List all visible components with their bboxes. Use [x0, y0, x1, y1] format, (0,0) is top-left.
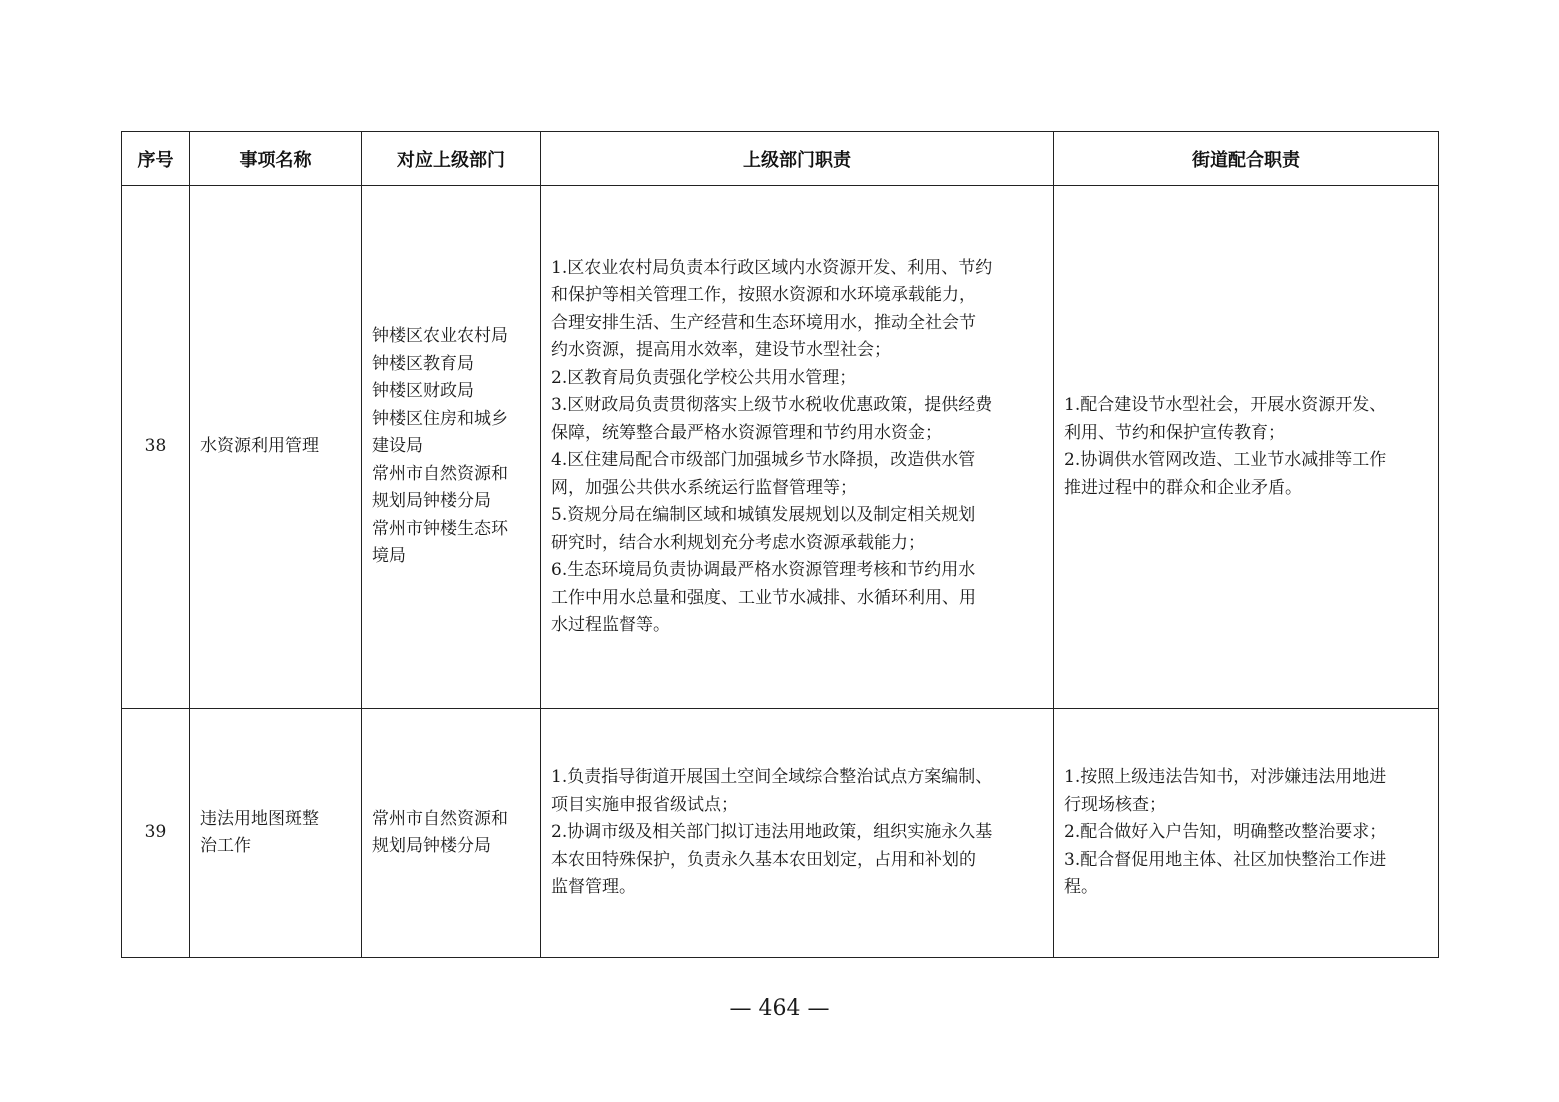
- text-line: 网，加强公共供水系统运行监督管理等；: [551, 477, 857, 498]
- text-line: 工作中用水总量和强度、工业节水减排、水循环利用、用: [551, 587, 976, 608]
- text-line: 3.区财政局负责贯彻落实上级节水税收优惠政策，提供经费: [551, 395, 993, 415]
- text-line: 5.资规分局在编制区域和城镇发展规划以及制定相关规划: [551, 505, 976, 525]
- text-line: 1.配合建设节水型社会，开展水资源开发、: [1064, 395, 1387, 415]
- row-seq: 39: [122, 709, 190, 958]
- text-line: 建设局: [372, 436, 423, 457]
- row-street-cooperation: [1054, 186, 1439, 709]
- text-line: 3.配合督促用地主体、社区加快整治工作进: [1064, 849, 1387, 870]
- row-superior-dept: [362, 186, 541, 709]
- row-superior-dept: [362, 709, 541, 958]
- text-line: 程。: [1064, 877, 1098, 898]
- text-line: 1.按照上级违法告知书，对涉嫌违法用地进: [1064, 767, 1387, 788]
- text-line: 钟楼区住房和城乡: [372, 408, 508, 429]
- row-item-name: [190, 709, 362, 958]
- text-line: 钟楼区教育局: [372, 353, 474, 374]
- text-line: 规划局钟楼分局: [372, 491, 491, 512]
- row-item-name: [190, 186, 362, 709]
- text-line: 4.区住建局配合市级部门加强城乡节水降损，改造供水管: [551, 450, 976, 470]
- text-line: 水过程监督等。: [551, 615, 670, 635]
- row-street-cooperation: [1054, 709, 1439, 958]
- text-line: 常州市自然资源和: [372, 463, 508, 484]
- text-line: 规划局钟楼分局: [372, 836, 491, 856]
- text-line: 2.区教育局负责强化学校公共用水管理；: [551, 367, 857, 388]
- row-superior-responsibility: [541, 709, 1054, 958]
- row-superior-responsibility: [541, 186, 1054, 709]
- text-line: 约水资源，提高用水效率，建设节水型社会；: [551, 340, 891, 360]
- page-number: — 464 —: [729, 996, 830, 1021]
- text-line: 2.协调市级及相关部门拟订违法用地政策，组织实施永久基: [551, 822, 993, 843]
- header-seq: 序号: [122, 132, 190, 186]
- header-street-cooperation: 街道配合职责: [1054, 132, 1439, 186]
- text-line: 违法用地图斑整: [200, 808, 319, 829]
- text-line: 境局: [372, 546, 406, 567]
- text-line: 常州市钟楼生态环: [372, 518, 508, 539]
- text-line: 推进过程中的群众和企业矛盾。: [1064, 477, 1302, 498]
- text-line: 常州市自然资源和: [372, 808, 508, 829]
- header-item-name: 事项名称: [190, 132, 362, 186]
- text-line: 本农田特殊保护，负责永久基本农田划定，占用和补划的: [551, 849, 976, 870]
- text-line: 治工作: [200, 836, 251, 856]
- text-line: 钟楼区农业农村局: [372, 326, 508, 347]
- text-line: 钟楼区财政局: [372, 381, 474, 402]
- text-line: 1.负责指导街道开展国土空间全域综合整治试点方案编制、: [551, 767, 993, 788]
- header-row: [122, 132, 1439, 186]
- text-line: 和保护等相关管理工作，按照水资源和水环境承载能力，: [551, 285, 976, 305]
- table-row: [122, 186, 1439, 709]
- text-line: 2.协调供水管网改造、工业节水减排等工作: [1064, 450, 1387, 470]
- text-line: 6.生态环境局负责协调最严格水资源管理考核和节约用水: [551, 560, 976, 580]
- text-line: 1.区农业农村局负责本行政区域内水资源开发、利用、节约: [551, 257, 993, 278]
- text-line: 保障，统筹整合最严格水资源管理和节约用水资金；: [551, 422, 942, 443]
- text-line: 项目实施申报省级试点；: [551, 794, 738, 815]
- duty-table: [121, 131, 1439, 958]
- text-line: 利用、节约和保护宣传教育；: [1064, 422, 1285, 443]
- text-line: 2.配合做好入户告知，明确整改整治要求；: [1064, 822, 1387, 843]
- row-seq: 38: [122, 186, 190, 709]
- text-line: 监督管理。: [551, 877, 636, 898]
- text-line: 水资源利用管理: [200, 436, 319, 457]
- header-superior-responsibility: 上级部门职责: [541, 132, 1054, 186]
- text-line: 合理安排生活、生产经营和生态环境用水，推动全社会节: [551, 312, 976, 333]
- text-line: 研究时，结合水利规划充分考虑水资源承载能力；: [551, 532, 925, 553]
- header-superior-dept: 对应上级部门: [362, 132, 541, 186]
- table-row: [122, 709, 1439, 958]
- text-line: 行现场核查；: [1064, 794, 1166, 815]
